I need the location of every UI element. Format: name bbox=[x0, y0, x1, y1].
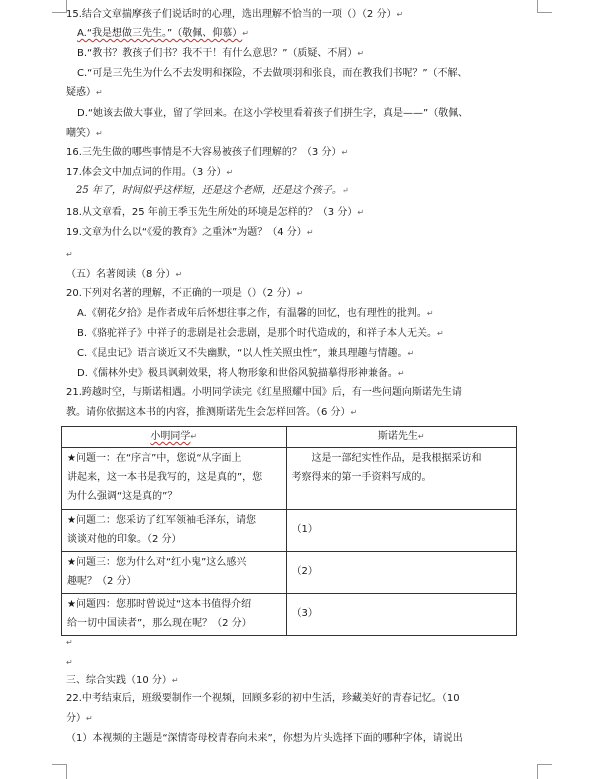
q15-option-a: A.“我是想做三先生。”（敬佩、仰慕）↵ bbox=[77, 28, 249, 39]
q20-stem: 20.下列对名著的理解，不正确的一项是（）（2 分）↵ bbox=[66, 288, 304, 299]
q16: 16.三先生做的哪些事情是不大容易被孩子们理解的？（3 分）↵ bbox=[66, 147, 349, 158]
page-corner-mark bbox=[52, 0, 67, 13]
page-corner-mark bbox=[52, 764, 67, 779]
q15-option-c-line1: C.“可是三先生为什么不去发明和探险，不去做项羽和张良，而在教我们书呢？”（不解、 bbox=[77, 68, 468, 79]
blank-paragraph: ↵ bbox=[66, 638, 73, 647]
table-header-row bbox=[62, 427, 517, 448]
table-row bbox=[62, 552, 517, 594]
section-3-heading: 三、综合实践（10 分）↵ bbox=[66, 675, 179, 686]
q21-line2: 教。请你依据这本书的内容，推测斯诺先生会怎样回答。（6 分）↵ bbox=[66, 407, 358, 418]
question-cell: ★问题二：您采访了红军领袖毛泽东，请您 谈谈对他的印象。（2 分） bbox=[62, 510, 287, 552]
question-cell: ★问题三：您为什么对“红小鬼”这么感兴 趣呢？（2 分） bbox=[62, 552, 287, 594]
q21-line1: 21.跨越时空，与斯诺相遇。小明同学读完《红星照耀中国》后，有一些问题向斯诺先生请 bbox=[66, 387, 462, 398]
q17-quote: 25 年了，时间似乎这样短，还是这个老师，还是这个孩子。↵ bbox=[76, 185, 349, 196]
blank-paragraph: ↵ bbox=[66, 250, 73, 259]
question-cell: ★问题四：您那时曾说过“这本书值得介绍 给一切中国读者”，那么现在呢？（2 分） bbox=[62, 594, 287, 636]
page-corner-mark bbox=[537, 0, 552, 13]
q15-option-d-line2: 嘲笑）↵ bbox=[66, 128, 103, 139]
section-5-heading: （五）名著阅读（8 分）↵ bbox=[66, 269, 183, 280]
q22-sub1: （1）本视频的主题是“深情寄母校青春向未来”，你想为片头选择下面的哪种字体，请说出 bbox=[66, 733, 463, 744]
q15-option-c-line2: 疑惑）↵ bbox=[66, 87, 103, 98]
header-snow: 斯诺先生↵ bbox=[286, 427, 517, 448]
blank-paragraph: ↵ bbox=[66, 658, 73, 667]
page-corner-mark bbox=[537, 764, 552, 779]
q22-line1: 22.中考结束后，班级要制作一个视频，回顾多彩的初中生活，珍藏美好的青春记忆。（10 bbox=[66, 693, 460, 704]
q20-option-b: B.《骆驼祥子》中祥子的悲剧是社会悲剧，是那个时代造成的，和祥子本人无关。↵ bbox=[77, 328, 444, 339]
q15-option-d-line1: D.“她该去做大事业，留了学回来。在这小学校里看着孩子们拼生字，真是——”（敬佩、 bbox=[77, 108, 469, 119]
q19: 19.文章为什么以“《爱的教育》之重沐”为题？（4 分）↵ bbox=[66, 227, 314, 238]
table-row bbox=[62, 510, 517, 552]
q17-stem: 17.体会文中加点词的作用。（3 分）↵ bbox=[66, 167, 234, 178]
q22-line2: 分）↵ bbox=[66, 713, 93, 724]
header-xiaoming: 小明同学↵ bbox=[62, 427, 287, 448]
q15-option-b: B.“教书？教孩子们书？我不干！有什么意思？”（质疑、不屑）↵ bbox=[77, 48, 365, 59]
question-cell: ★问题一：在“序言”中，您说“从字面上 讲起来，这一本书是我写的，这是真的”，您 为什么强调“这是真的”？ bbox=[62, 448, 287, 510]
q15-stem: 15.结合文章揣摩孩子们说话时的心理，选出理解不恰当的一项（）（2 分）↵ bbox=[66, 9, 404, 20]
q20-option-c: C.《昆虫记》语言谈近又不失幽默，“以人性关照虫性”，兼具理趣与情趣。↵ bbox=[77, 348, 415, 359]
q20-option-a: A.《朝花夕拾》是作者成年后怀想往事之作，有温馨的回忆，也有理性的批判。↵ bbox=[77, 308, 434, 319]
q20-option-d: D.《儒林外史》极具讽刺效果，将人物形象和世俗风貌描摹得形神兼备。↵ bbox=[77, 368, 405, 379]
answer-cell[interactable]: （2） bbox=[286, 552, 517, 594]
answer-cell[interactable]: （1） bbox=[286, 510, 517, 552]
answer-cell[interactable]: （3） bbox=[286, 594, 517, 636]
q21-qa-table bbox=[61, 426, 517, 636]
q18: 18.从文章看，25 年前王季玉先生所处的环境是怎样的？（3 分）↵ bbox=[66, 207, 365, 218]
table-row bbox=[62, 448, 517, 510]
table-row bbox=[62, 594, 517, 636]
answer-cell: 这是一部纪实性作品，是我根据采访和 考察得来的第一手资料写成的。 bbox=[286, 448, 517, 510]
